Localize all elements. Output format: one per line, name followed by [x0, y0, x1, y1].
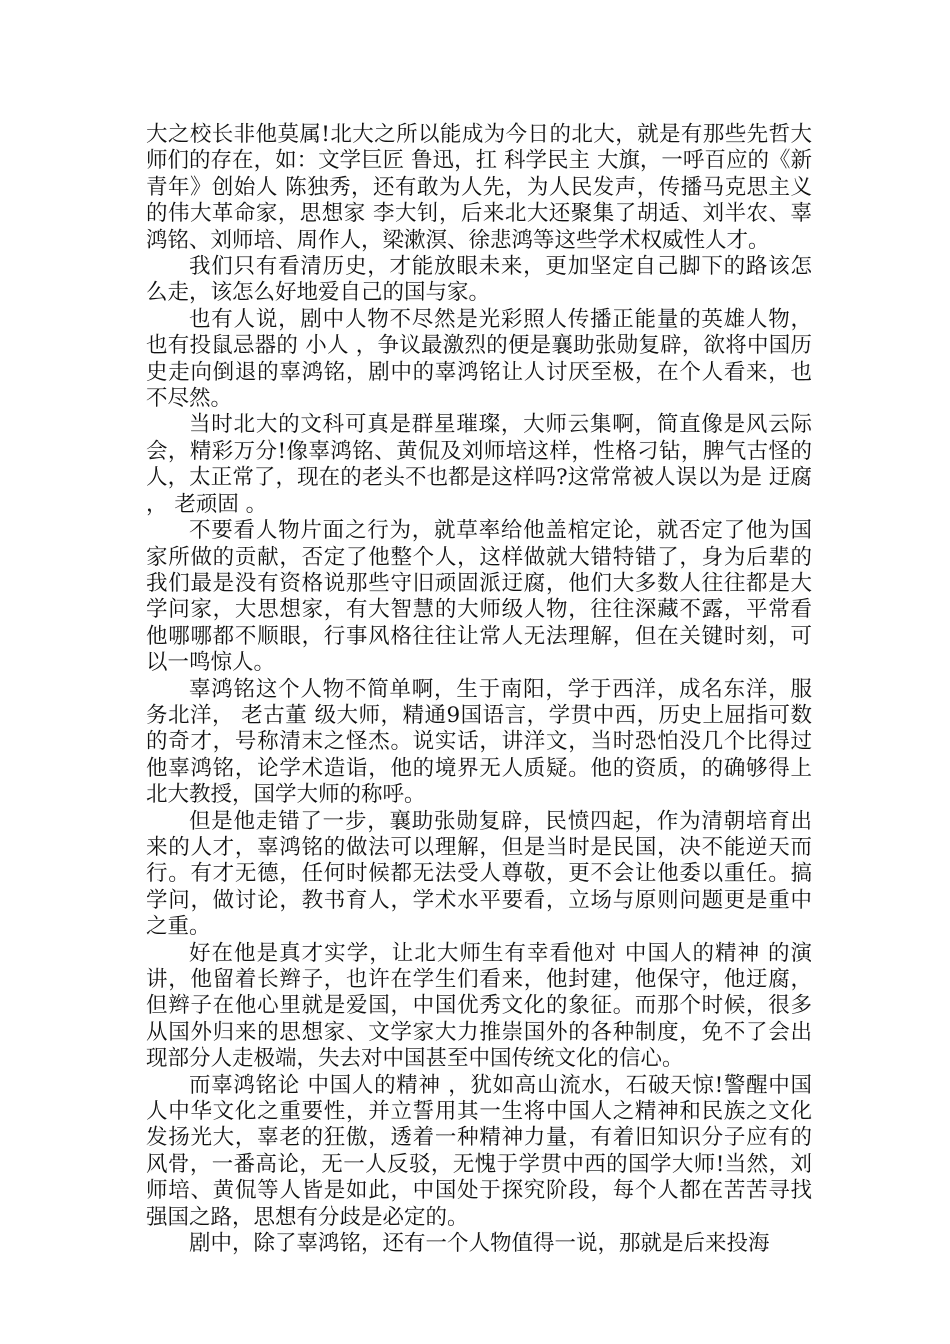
paragraph-3: 也有人说，剧中人物不尽然是光彩照人传播正能量的英雄人物，也有投鼠忌器的 小人 ，争议最激烈的便是襄助张勋复辟，欲将中国历史走向倒退的辜鸿铭，剧中的辜鸿铭让人讨厌至极，在个人看来，也不尽然。: [146, 306, 812, 412]
paragraph-2: 我们只有看清历史，才能放眼未来，更加坚定自己脚下的路该怎么走，该怎么好地爱自己的国与家。: [146, 254, 812, 306]
paragraph-10: 剧中，除了辜鸿铭，还有一个人物值得一说，那就是后来投海: [189, 1231, 770, 1257]
paragraph-7: 但是他走错了一步，襄助张勋复辟，民愤四起，作为清朝培育出来的人才，辜鸿铭的做法可以理解，但是当时是民国，决不能逆天而行。有才无德，任何时候都无法受人尊敬，更不会让他委以重任。搞学问，做讨论，教书育人，学术水平要看，立场与原则问题更是重中之重。: [146, 808, 812, 940]
paragraph-5: 不要看人物片面之行为，就草率给他盖棺定论，就否定了他为国家所做的贡献，否定了他整个人，这样做就大错特错了，身为后辈的我们最是没有资格说那些守旧顽固派迂腐，他们大多数人往往都是大学问家，大思想家，有大智慧的大师级人物，往往深藏不露，平常看他哪哪都不顺眼，行事风格往往让常人无法理解，但在关键时刻，可以一鸣惊人。: [146, 518, 812, 676]
document-body: [146, 122, 812, 1257]
paragraph-9: 而辜鸿铭论 中国人的精神 ，犹如高山流水，石破天惊!警醒中国人中华文化之重要性，并立誓用其一生将中国人之精神和民族之文化发扬光大，辜老的狂傲，透着一种精神力量，有着旧知识分子应有的风骨，一番高论，无一人反驳，无愧于学贯中西的国学大师!当然，刘师培、黄侃等人皆是如此，中国处于探究阶段，每个人都在苦苦寻找强国之路，思想有分歧是必定的。: [146, 1072, 812, 1230]
paragraph-4: 当时北大的文科可真是群星璀璨，大师云集啊，简直像是风云际会，精彩万分!像辜鸿铭、黄侃及刘师培这样，性格刁钻，脾气古怪的人，太正常了，现在的老头不也都是这样吗?这常常被人误以为是 迂腐 ， 老顽固 。: [146, 412, 812, 517]
paragraph-6: 辜鸿铭这个人物不简单啊，生于南阳，学于西洋，成名东洋，服务北洋， 老古董 级大师，精通9国语言，学贯中西，历史上屈指可数的奇才，号称清末之怪杰。说实话，讲洋文，当时恐怕没几个比得过他辜鸿铭，论学术造诣，他的境界无人质疑。他的资质，的确够得上北大教授，国学大师的称呼。: [146, 676, 812, 808]
paragraph-1: 大之校长非他莫属!北大之所以能成为今日的北大，就是有那些先哲大师们的存在，如：文学巨匠 鲁迅，扛 科学民主 大旗，一呼百应的《新青年》创始人 陈独秀，还有敢为人先，为人民发声，传播马克思主义的伟大革命家，思想家 李大钊，后来北大还聚集了胡适、刘半农、辜鸿铭、刘师培、周作人，梁漱溟、徐悲鸿等这些学术权威性人才。: [146, 122, 812, 253]
paragraph-8: 好在他是真才实学，让北大师生有幸看他对 中国人的精神 的演讲，他留着长辫子，也许在学生们看来，他封建，他保守，他迂腐，但辫子在他心里就是爱国，中国优秀文化的象征。而那个时候，很多从国外归来的思想家、文学家大力推崇国外的各种制度，免不了会出现部分人走极端，失去对中国甚至中国传统文化的信心。: [146, 940, 812, 1072]
